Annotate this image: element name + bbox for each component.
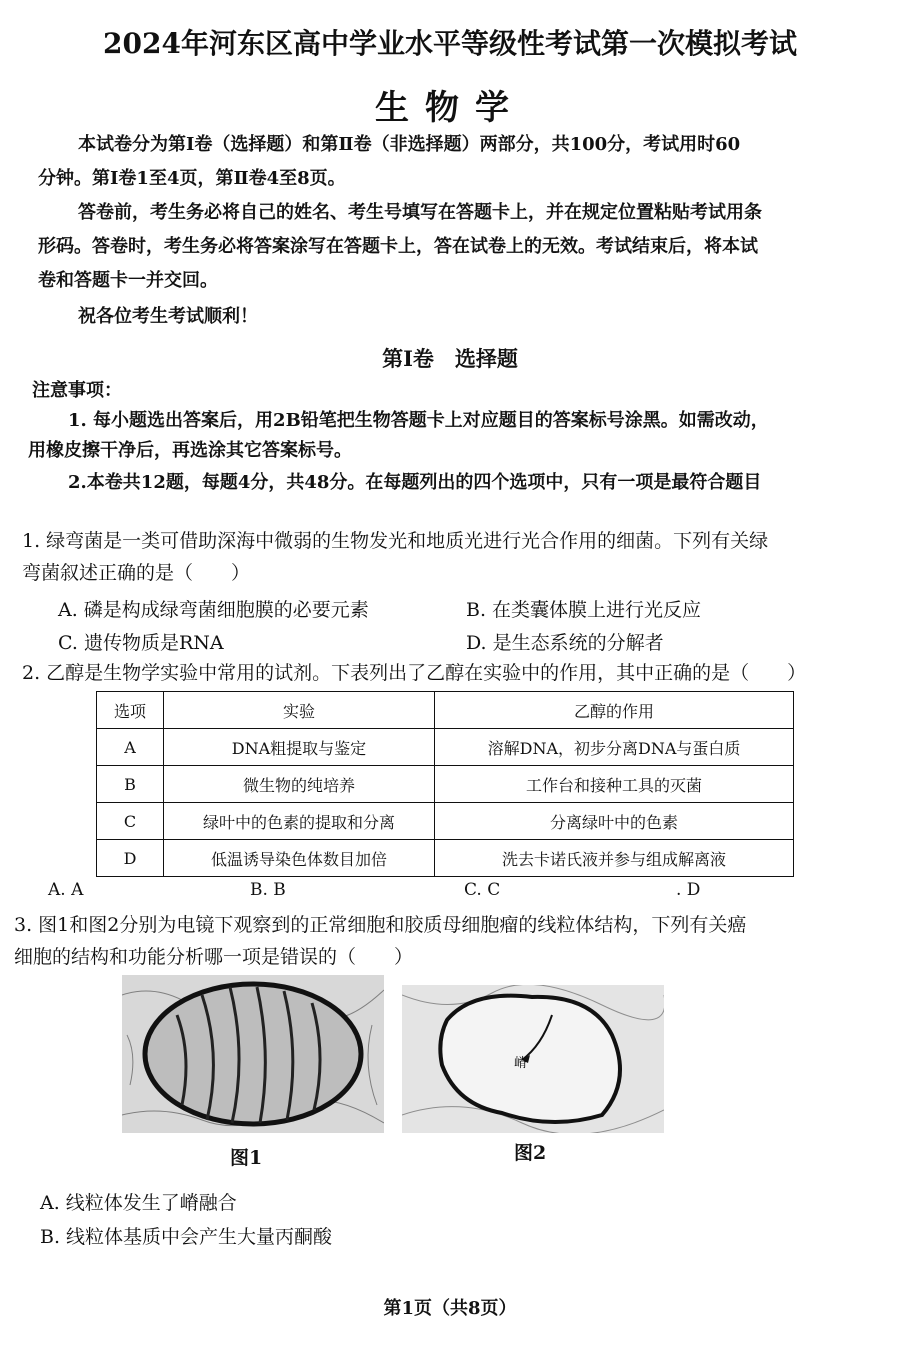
q2-option-b: B. B [250,880,286,900]
table-header-cell: 实验 [164,692,435,729]
figure-2-crista-label: 嵴 [514,1056,528,1071]
q3-line1: 3. 图1和图2分别为电镜下观察到的正常细胞和胶质母细胞瘤的线粒体结构，下列有关癌 [14,914,747,936]
table-cell: 洗去卡诺氏液并参与组成解离液 [435,840,794,877]
table-cell: A [97,729,164,766]
table-cell: 分离绿叶中的色素 [435,803,794,840]
intro-p2-line3: 卷和答题卡一并交回。 [38,270,218,291]
table-cell: DNA粗提取与鉴定 [164,729,435,766]
figure-1-caption: 图1 [230,1147,263,1169]
table-row [97,803,794,840]
figure-1-micrograph [122,975,384,1133]
table-cell: 溶解DNA，初步分离DNA与蛋白质 [435,729,794,766]
table-cell: 工作台和接种工具的灭菌 [435,766,794,803]
table-cell: C [97,803,164,840]
table-cell: 低温诱导染色体数目加倍 [164,840,435,877]
table-header-cell: 选项 [97,692,164,729]
table-row [97,729,794,766]
table-header-cell: 乙醇的作用 [435,692,794,729]
q1-option-c: C. 遗传物质是RNA [58,632,224,654]
q3-option-a: A. 线粒体发生了嵴融合 [40,1192,237,1214]
q3-option-b: B. 线粒体基质中会产生大量丙酮酸 [40,1226,333,1248]
q1-option-b: B. 在类囊体膜上进行光反应 [466,599,702,621]
figure-2-micrograph [402,985,664,1133]
table-cell: 绿叶中的色素的提取和分离 [164,803,435,840]
q1-line1: 1. 绿弯菌是一类可借助深海中微弱的生物发光和地质光进行光合作用的细菌。下列有关绿 [22,530,769,552]
q2-option-d: . D [676,880,701,900]
subject-title: 生物学 [375,88,525,128]
table-cell: B [97,766,164,803]
section-heading: 第Ⅰ卷 选择题 [382,346,518,371]
q3-line2: 细胞的结构和功能分析哪一项是错误的（ ） [14,946,414,968]
table-header-row [97,692,794,729]
notice-1-line2: 用橡皮擦干净后，再选涂其它答案标号。 [28,440,352,461]
table-row [97,840,794,877]
q1-option-a: A. 磷是构成绿弯菌细胞膜的必要元素 [58,599,369,621]
notice-label: 注意事项： [32,380,122,401]
q2-option-a: A. A [48,880,84,900]
exam-title: 2024年河东区高中学业水平等级性考试第一次模拟考试 [103,27,797,60]
table-cell: 微生物的纯培养 [164,766,435,803]
intro-p1-line1: 本试卷分为第Ⅰ卷（选择题）和第Ⅱ卷（非选择题）两部分，共100分，考试用时60 [78,134,741,155]
table-row [97,766,794,803]
q2-option-c: C. C [464,880,501,900]
intro-p2-line1: 答卷前，考生务必将自己的姓名、考生号填写在答题卡上，并在规定位置粘贴考试用条 [78,202,762,223]
intro-p3: 祝各位考生考试顺利！ [78,306,258,327]
page-number: 第1页（共8页） [383,1298,517,1319]
ethanol-table [96,691,794,877]
notice-2: 2.本卷共12题，每题4分，共48分。在每题列出的四个选项中，只有一项是最符合题目 [68,472,762,493]
q2-line1: 2. 乙醇是生物学实验中常用的试剂。下表列出了乙醇在实验中的作用，其中正确的是（ ） [22,662,807,684]
notice-1-line1: 1. 每小题选出答案后，用2B铅笔把生物答题卡上对应题目的答案标号涂黑。如需改动， [68,410,769,431]
q1-line2: 弯菌叙述正确的是（ ） [22,562,251,584]
intro-p1-line2: 分钟。第Ⅰ卷1至4页，第Ⅱ卷4至8页。 [38,168,346,189]
table-cell: D [97,840,164,877]
q1-option-d: D. 是生态系统的分解者 [466,632,664,654]
intro-p2-line2: 形码。答卷时，考生务必将答案涂写在答题卡上，答在试卷上的无效。考试结束后，将本试 [38,236,758,257]
figure-2-caption: 图2 [514,1142,547,1164]
